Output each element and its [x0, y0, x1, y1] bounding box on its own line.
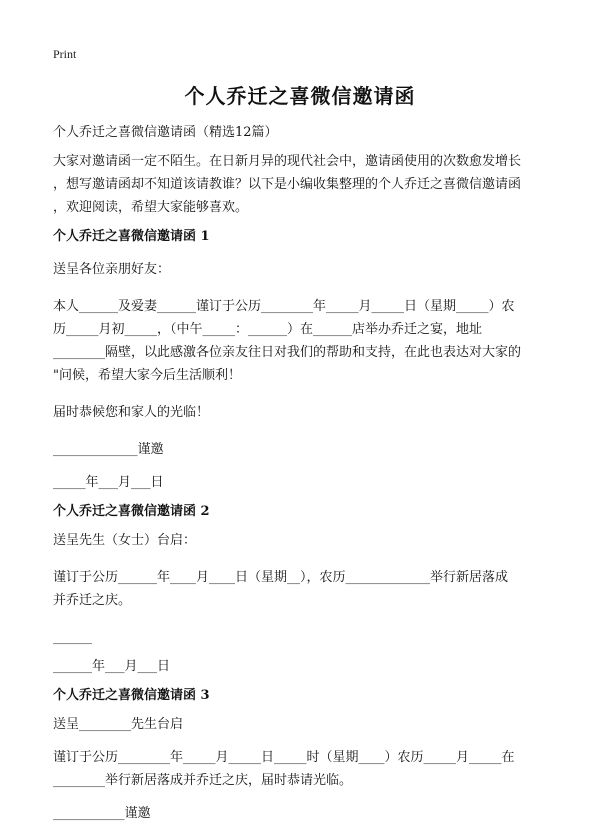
- letter3-heading: 个人乔迁之喜微信邀请函 3: [53, 688, 210, 703]
- intro-line: ，欢迎阅读，希望大家能够喜欢。: [53, 200, 249, 215]
- print-link[interactable]: Print: [53, 47, 77, 61]
- letter2-date: ______年___月___日: [53, 659, 171, 674]
- intro-line: ，想写邀请函却不知道该请教谁？以下是小编收集整理的个人乔迁之喜微信邀请函: [53, 177, 522, 192]
- letter1-closing: 届时恭候您和家人的光临！: [53, 405, 210, 420]
- letter3-greeting: 送呈________先生台启: [53, 717, 184, 732]
- letter1-heading: 个人乔迁之喜微信邀请函 1: [53, 229, 210, 244]
- document-content: [53, 121, 548, 825]
- letter3-sign: ___________谨邀: [53, 806, 151, 821]
- letter3-body-line: ________举行新居落成并乔迁之庆，届时恭请光临。: [53, 773, 353, 788]
- intro-line: 大家对邀请函一定不陌生。在日新月异的现代社会中，邀请函使用的次数愈发增长: [53, 154, 522, 169]
- letter1-body-line: 历_____月初_____，（中午_____：______）在______店举办乔迁之宴，地址: [53, 322, 483, 337]
- letter2-body-line: 谨订于公历______年____月____日（星期__），农历_____________举行新居落成: [53, 570, 509, 585]
- letter2-body-line: 并乔迁之庆。: [53, 593, 132, 608]
- subtitle: 个人乔迁之喜微信邀请函（精选12篇）: [53, 125, 278, 140]
- letter1-sign: _____________谨邀: [53, 442, 164, 457]
- letter2-greeting: 送呈先生（女士）台启：: [53, 533, 197, 548]
- letter1-body-line: "问候，希望大家今后生活顺利！: [53, 368, 241, 383]
- letter1-date: _____年___月___日: [53, 475, 164, 490]
- page-title: 个人乔迁之喜微信邀请函: [184, 84, 416, 108]
- letter1-greeting: 送呈各位亲朋好友：: [53, 262, 171, 277]
- letter3-body-line: 谨订于公历________年_____月_____日_____时（星期____）农历_____月_____在: [53, 750, 515, 765]
- letter1-body-line: 本人______及爱妻______谨订于公历________年_____月_____日（星期_____）农: [53, 299, 515, 314]
- letter1-body-line: ________隔壁，以此感激各位亲友往日对我们的帮助和支持，在此也表达对大家的: [53, 345, 522, 360]
- letter2-heading: 个人乔迁之喜微信邀请函 2: [53, 504, 210, 519]
- letter2-sign: ______: [53, 630, 92, 645]
